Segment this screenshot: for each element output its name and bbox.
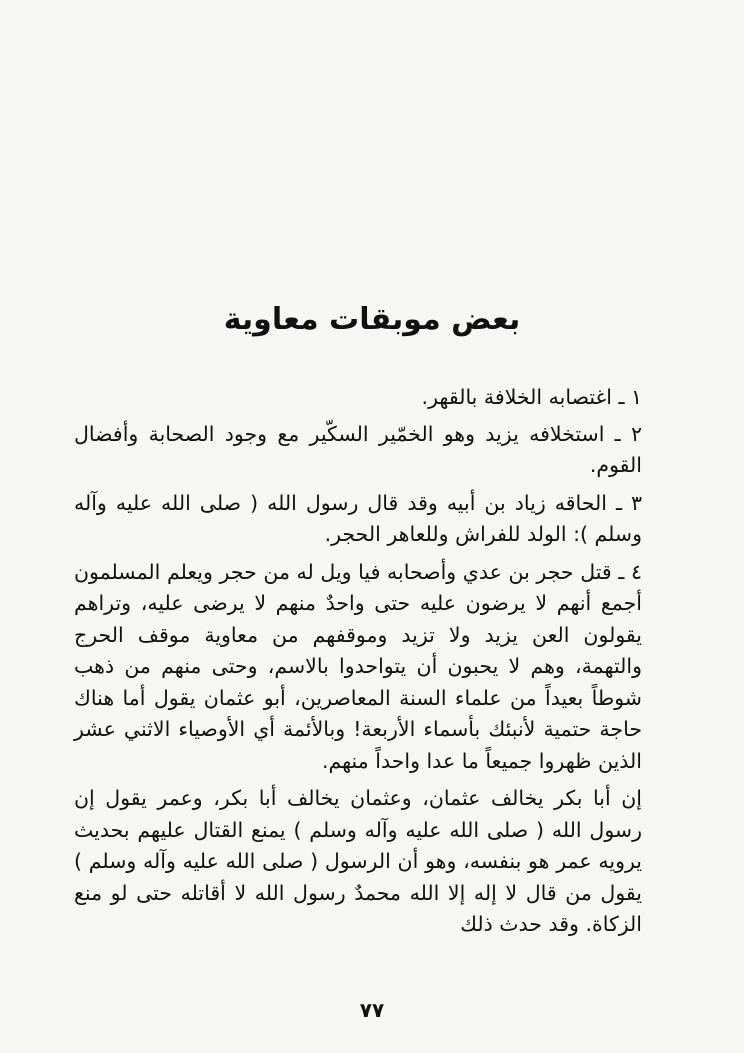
list-item-4: ٤ ـ قتل حجر بن عدي وأصحابه فيا ويل له من حجر ويعلم المسلمون أجمع أنهم لا يرضون عليه حتى واحدٌ منهم لا يرضى عليه، وتراهم يقولون العن يزيد ولا تزيد وموقفهم من معاوية موقف الحرج والتهمة، وهم لا يحبون أن يتواحدوا بالاسم، وحتى منهم من ذهب شوطاً بعيداً من علماء السنة المعاصرين، أبو عثمان يقول أما هناك حاجة حتمية لأنبئك بأسماء الأربعة! وبالأئمة أي الأوصياء الاثني عشر الذين ظهروا جميعاً ما عدا واحداً منهم. [74,559,642,773]
list-item-3: ٣ ـ الحاقه زياد بن أبيه وقد قال رسول الله ( صلى الله عليه وآله وسلم ): الولد للفراش وللعاهر الحجر. [74,490,642,546]
list-item-2: ٢ ـ استخلافه يزيد وهو الخمّير السكّير مع وجود الصحابة وأفضال القوم. [74,421,642,477]
body-paragraph: إن أبا بكر يخالف عثمان، وعثمان يخالف أبا بكر، وعمر يقول إن رسول الله ( صلى الله عليه وآله وسلم ) يمنع القتال عليهم بحديث يرويه عمر هو بنفسه، وهو أن الرسول ( صلى الله عليه وآله وسلم ) يقول من قال لا إله إلا الله محمدٌ رسول الله لا أقاتله حتى لو منع الزكاة. وقد حدث ذلك [74,786,642,936]
list-item-1: ١ ـ اغتصابه الخلافة بالقهر. [421,385,642,409]
page-number: ٧٧ [359,998,385,1022]
body-text [74,382,642,941]
chapter-heading: بعض موبقات معاوية [223,302,521,337]
